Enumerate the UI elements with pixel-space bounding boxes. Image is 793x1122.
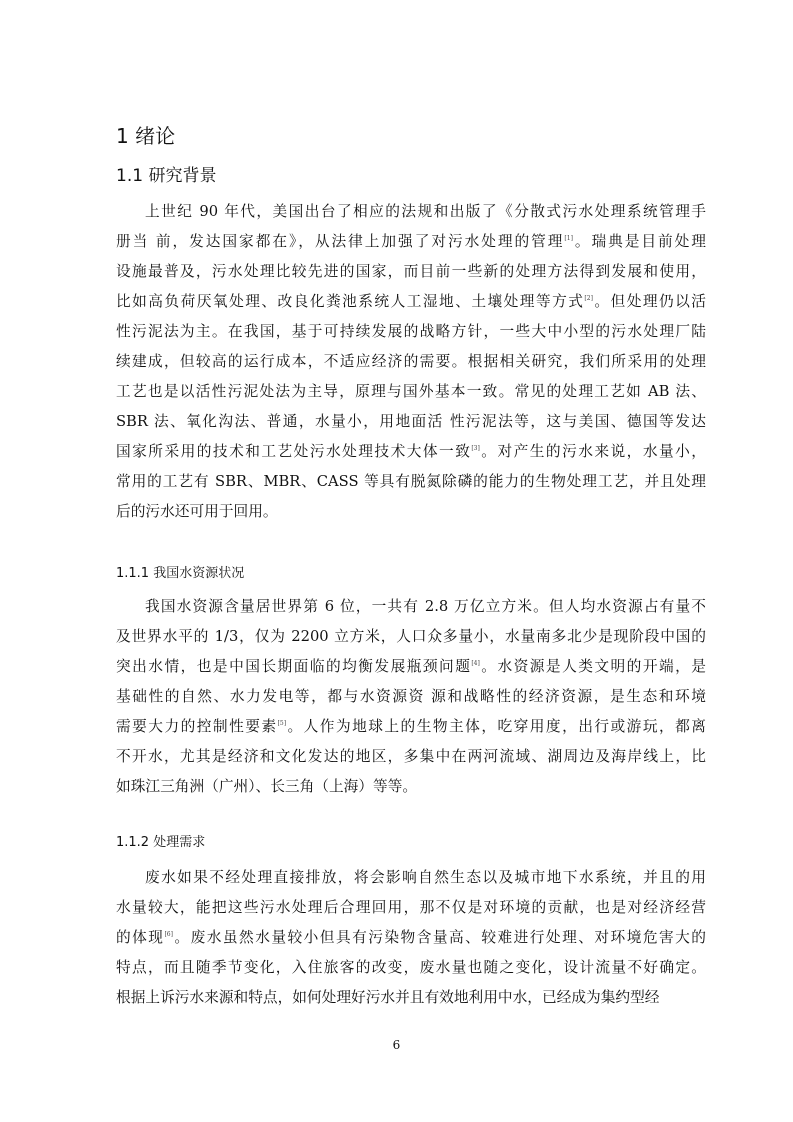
paragraph-background xyxy=(116,197,706,527)
text-line xyxy=(116,712,706,742)
line-text: 上世纪 90 年代，美国出台了相应的法规和出版了《分散式污水处理系统管理手 xyxy=(145,203,706,220)
line-text: 不开水，尤其是经济和文化发达的地区，多集中在两河流域、湖周边及海岸线上，比 xyxy=(116,748,706,765)
line-text: 。水资源是人类文明的开端，是 xyxy=(479,658,706,675)
subsection-heading-water-resources: 1.1.1 我国水资源状况 xyxy=(116,566,245,581)
text-line xyxy=(116,377,706,407)
line-text: 需要大力的控制性要素 xyxy=(116,718,278,735)
line-text: 常用的工艺有 SBR、MBR、CASS 等具有脱氮除磷的能力的生物处理工艺，并且处理 xyxy=(116,473,706,490)
line-text: 如珠江三角洲（广州）、长三角（上海）等等。 xyxy=(116,778,418,795)
line-text: 比如高负荷厌氧处理、改良化粪池系统人工湿地、土壤处理等方式 xyxy=(116,293,585,310)
line-text: 及世界水平的 1/3，仅为 2200 立方米，人口众多量小，水量南多北少是现阶段中国的 xyxy=(116,628,706,645)
citation-mark: [1] xyxy=(564,235,573,242)
text-line xyxy=(116,652,706,682)
line-text: 。对产生的污水来说，水量小， xyxy=(479,443,706,460)
text-line xyxy=(116,772,706,802)
paragraph-water-resources xyxy=(116,592,706,802)
line-text: 设施最普及，污水处理比较先进的国家，而目前一些新的处理方法得到发展和使用， xyxy=(116,263,706,280)
subsection-heading-treatment-demand: 1.1.2 处理需求 xyxy=(116,835,206,850)
text-line xyxy=(116,622,706,652)
text-line xyxy=(116,742,706,772)
citation-mark: [3] xyxy=(471,445,480,452)
citation-mark: [6] xyxy=(164,931,173,938)
line-text: 国家所采用的技术和工艺处污水处理技术大体一致 xyxy=(116,443,472,460)
line-text: 续建成，但较高的运行成本，不适应经济的需要。根据相关研究，我们所采用的处理 xyxy=(116,353,706,370)
text-line xyxy=(116,893,706,923)
line-text: 特点，而且随季节变化，入住旅客的改变，废水量也随之变化，设计流量不好确定。 xyxy=(116,959,706,976)
line-text: 性污泥法为主。在我国，基于可持续发展的战略方针，一些大中小型的污水处理厂陆 xyxy=(116,323,706,340)
line-text: 水量较大，能把这些污水处理后合理回用，那不仅是对环境的贡献，也是对经济经营 xyxy=(116,899,706,916)
line-text: SBR 法、氧化沟法、普通，水量小，用地面活 性污泥法等，这与美国、德国等发达 xyxy=(116,413,706,430)
line-text: 工艺也是以活性污泥处法为主导，原理与国外基本一致。常见的处理工艺如 AB 法、 xyxy=(116,383,706,400)
page-number: 6 xyxy=(392,1038,401,1052)
text-line xyxy=(116,592,706,622)
line-text: 基础性的自然、水力发电等，都与水资源资 源和战略性的经济资源，是生态和环境 xyxy=(116,688,706,705)
line-text: 的体现 xyxy=(116,929,165,946)
text-line xyxy=(116,953,706,983)
text-line xyxy=(116,197,706,227)
line-text: 废水如果不经处理直接排放，将会影响自然生态以及城市地下水系统，并且的用 xyxy=(145,869,706,886)
citation-mark: [2] xyxy=(584,295,593,302)
line-text: 我国水资源含量居世界第 6 位，一共有 2.8 万亿立方米。但人均水资源占有量不 xyxy=(145,598,706,615)
chapter-heading: 1 绪论 xyxy=(116,124,176,148)
text-line xyxy=(116,287,706,317)
paragraph-treatment-demand xyxy=(116,863,706,1013)
text-line xyxy=(116,682,706,712)
line-text: 后的污水还可用于回用。 xyxy=(116,503,278,520)
text-line xyxy=(116,317,706,347)
text-line xyxy=(116,863,706,893)
line-text: 。瑞典是目前处理 xyxy=(572,233,706,250)
text-line xyxy=(116,347,706,377)
text-line xyxy=(116,497,706,527)
line-text: 册当 前，发达国家都在》，从法律上加强了对污水处理的管理 xyxy=(116,233,565,250)
text-line xyxy=(116,407,706,437)
text-line xyxy=(116,467,706,497)
text-line xyxy=(116,437,706,467)
line-text: 突出水情，也是中国长期面临的均衡发展瓶颈问题 xyxy=(116,658,472,675)
citation-mark: [4] xyxy=(471,660,480,667)
line-text: 。废水虽然水量较小但具有污染物含量高、较难进行处理、对环境危害大的 xyxy=(172,929,706,946)
line-text: 。但处理仍以活 xyxy=(592,293,706,310)
text-line xyxy=(116,257,706,287)
line-text: 。人作为地球上的生物主体，吃穿用度，出行或游玩，都离 xyxy=(286,718,706,735)
line-text: 根据上诉污水来源和特点，如何处理好污水并且有效地利用中水，已经成为集约型经 xyxy=(116,989,660,1006)
text-line xyxy=(116,227,706,257)
text-line xyxy=(116,983,706,1013)
text-line xyxy=(116,923,706,953)
section-heading: 1.1 研究背景 xyxy=(116,166,217,186)
citation-mark: [5] xyxy=(277,720,287,727)
